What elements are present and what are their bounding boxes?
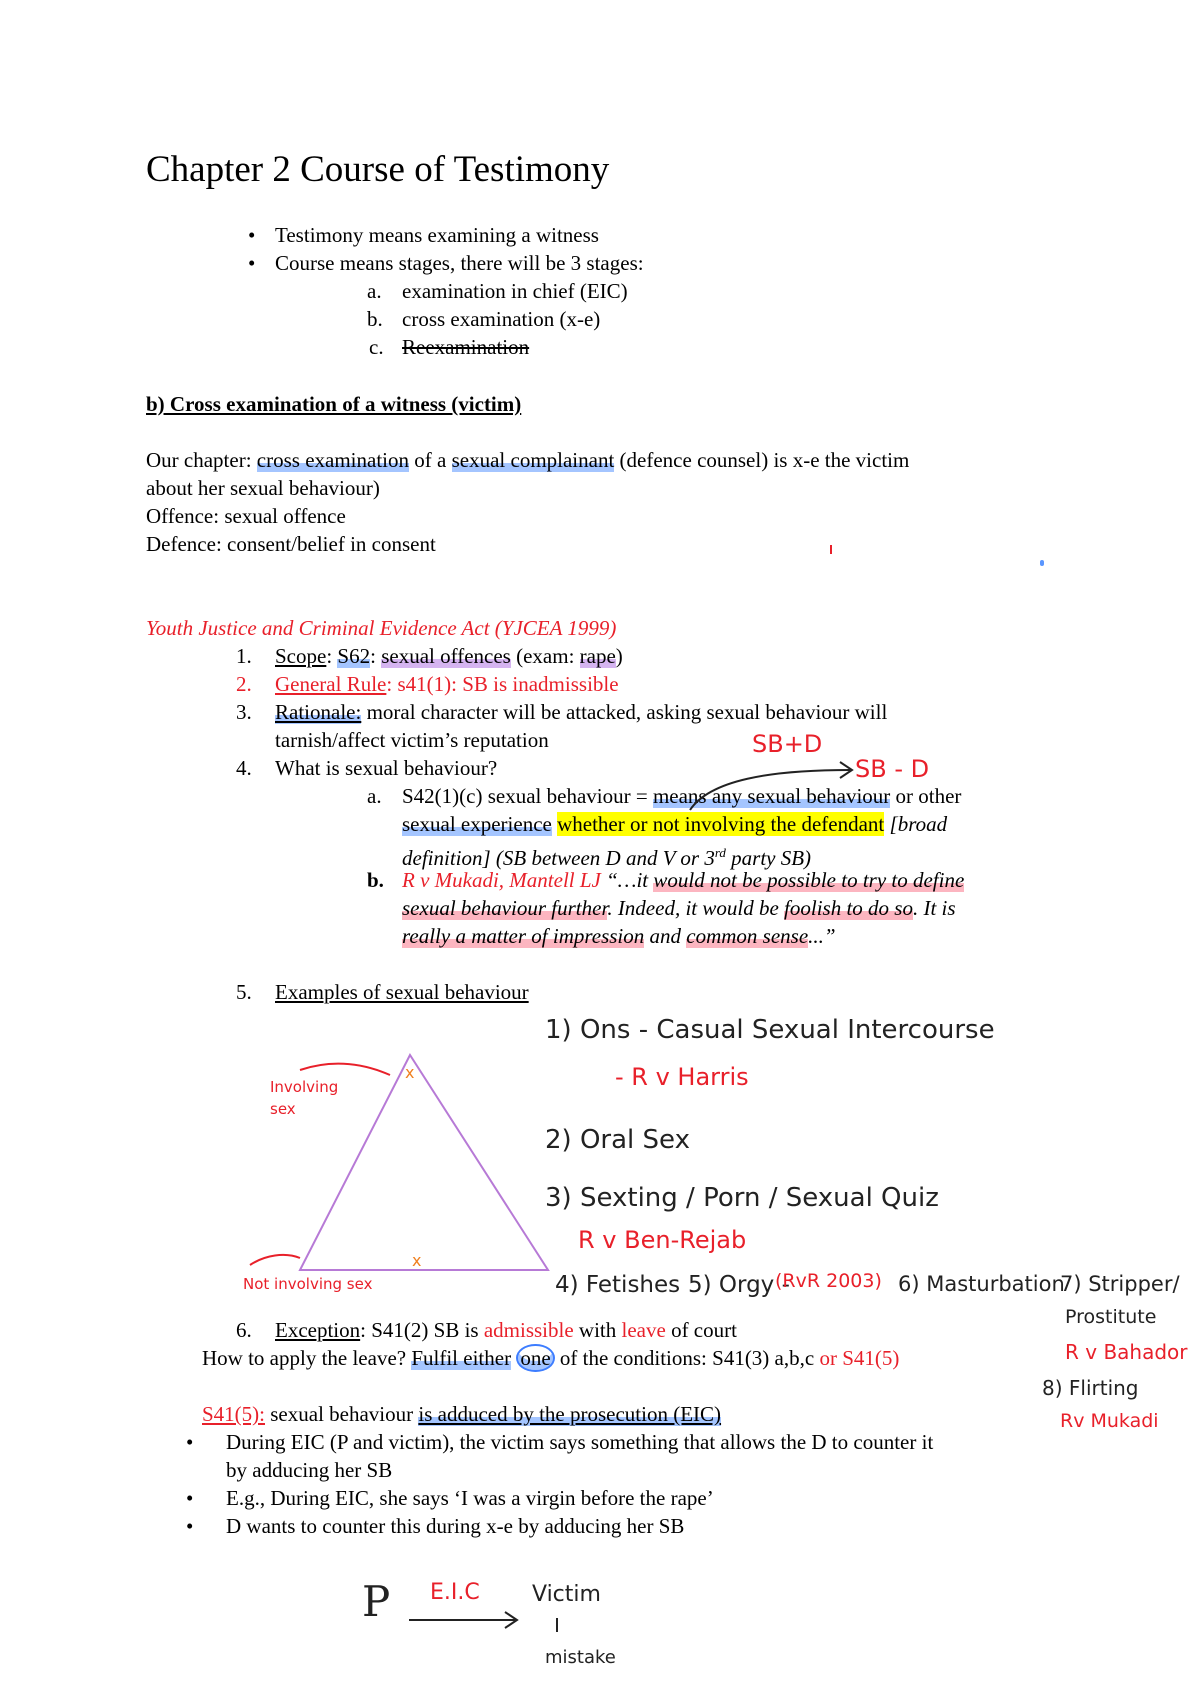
apply-leave-line: How to apply the leave? Fulfil either one of the conditions: S41(3) a,b,c or S41(5)	[202, 1346, 900, 1370]
example-3: 3) Sexting / Porn / Sexual Quiz	[545, 1183, 939, 1213]
stray-mark	[1040, 560, 1044, 566]
note-involving: Involving	[270, 1078, 339, 1096]
chapter-line: Our chapter: cross examination of a sexual complainant (defence counsel) is x-e the victim	[146, 448, 910, 472]
note-sb-plus-d: SB+D	[752, 730, 823, 758]
example-2: 2) Oral Sex	[545, 1125, 690, 1155]
stage-item-struck: Reexamination	[402, 335, 530, 359]
chapter-line-2: about her sexual behaviour)	[146, 476, 380, 500]
item-4a-line-1: S42(1)(c) sexual behaviour = means any sexual behaviour or other	[402, 784, 962, 808]
s41-5-bullet-1-line-2: by adducing her SB	[226, 1458, 393, 1482]
example-8-case: Rv Mukadi	[1060, 1410, 1159, 1432]
svg-text:x: x	[405, 1063, 415, 1082]
example-7-case: R v Bahador	[1065, 1340, 1188, 1364]
sub-marker: a.	[367, 784, 382, 808]
defence-line: Defence: consent/belief in consent	[146, 532, 436, 556]
item-examples: Examples of sexual behaviour	[275, 980, 529, 1004]
intro-bullet-dot: •	[248, 251, 256, 275]
sb-arrows	[680, 740, 880, 820]
eic-arrow	[405, 1608, 525, 1632]
item-what-is-sb: What is sexual behaviour?	[275, 756, 498, 780]
s41-5-heading: S41(5): sexual behaviour is adduced by the prosecution (EIC)	[202, 1402, 722, 1426]
note-victim: Victim	[532, 1582, 601, 1607]
item-4a-line-3: definition] (SB between D and V or 3rd party SB)	[402, 845, 812, 870]
bullet-dot: •	[186, 1486, 194, 1510]
item-4a-line-2: sexual experience whether or not involving the defendant [broad	[402, 812, 948, 836]
item-number: 5.	[236, 980, 252, 1004]
note-not-involving: Not involving sex	[243, 1275, 373, 1293]
example-7-line-2: Prostitute	[1065, 1306, 1157, 1328]
example-6: 6) Masturbation	[898, 1272, 1065, 1296]
act-title: Youth Justice and Criminal Evidence Act (YJCEA 1999)	[146, 616, 617, 640]
note-p: P	[362, 1577, 391, 1626]
stage-item: examination in chief (EIC)	[402, 279, 628, 303]
stage-marker: c.	[369, 335, 384, 359]
intro-bullet-1: Testimony means examining a witness	[275, 223, 599, 247]
bullet-dot: •	[186, 1430, 194, 1454]
stage-item: cross examination (x-e)	[402, 307, 601, 331]
item-number: 2.	[236, 672, 252, 696]
item-number: 1.	[236, 644, 252, 668]
example-5: 5) Orgy -	[688, 1272, 790, 1298]
intro-bullet-dot: •	[248, 223, 256, 247]
example-4: 4) Fetishes	[555, 1272, 681, 1298]
item-4b-line-3: really a matter of impression and common sense...”	[402, 924, 836, 948]
note-sb-minus-d: SB - D	[855, 755, 930, 783]
s41-5-bullet-2: E.g., During EIC, she says ‘I was a virgin before the rape’	[226, 1486, 714, 1510]
example-3-case: R v Ben-Rejab	[578, 1226, 747, 1254]
example-5-case: (RvR 2003)	[775, 1270, 882, 1292]
offence-line: Offence: sexual offence	[146, 504, 346, 528]
item-general-rule: General Rule: s41(1): SB is inadmissible	[275, 672, 619, 696]
item-rationale: Rationale: moral character will be attacked, asking sexual behaviour will	[275, 700, 888, 724]
example-1-case: - R v Harris	[615, 1063, 749, 1091]
example-1: 1) Ons - Casual Sexual Intercourse	[545, 1015, 995, 1045]
intro-bullet-2: Course means stages, there will be 3 stages:	[275, 251, 644, 275]
example-8: 8) Flirting	[1042, 1376, 1139, 1400]
item-4b-line-1: R v Mukadi, Mantell LJ “…it would not be possible to try to define	[402, 868, 965, 892]
example-7: 7) Stripper/	[1060, 1272, 1180, 1296]
note-mistake: mistake	[545, 1647, 616, 1668]
stage-marker: b.	[367, 307, 383, 331]
victim-tick	[556, 1618, 558, 1632]
s41-5-bullet-3: D wants to counter this during x-e by adducing her SB	[226, 1514, 685, 1538]
item-number: 6.	[236, 1318, 252, 1342]
item-rationale-line-2: tarnish/affect victim’s reputation	[275, 728, 549, 752]
sub-marker: b.	[367, 868, 384, 892]
stray-mark	[830, 545, 832, 554]
stage-marker: a.	[367, 279, 382, 303]
section-heading: b) Cross examination of a witness (victim)	[146, 392, 522, 416]
item-4b-line-2: sexual behaviour further. Indeed, it would be foolish to do so. It is	[402, 896, 956, 920]
bullet-dot: •	[186, 1514, 194, 1538]
note-eic: E.I.C	[430, 1580, 480, 1605]
note-sex: sex	[270, 1100, 296, 1118]
page-title: Chapter 2 Course of Testimony	[146, 149, 610, 190]
item-scope: Scope: S62: sexual offences (exam: rape)	[275, 644, 623, 668]
svg-text:x: x	[412, 1251, 422, 1270]
item-number: 4.	[236, 756, 252, 780]
item-number: 3.	[236, 700, 252, 724]
item-exception: Exception: S41(2) SB is admissible with leave of court	[275, 1318, 737, 1342]
s41-5-bullet-1: During EIC (P and victim), the victim says something that allows the D to counter it	[226, 1430, 934, 1454]
